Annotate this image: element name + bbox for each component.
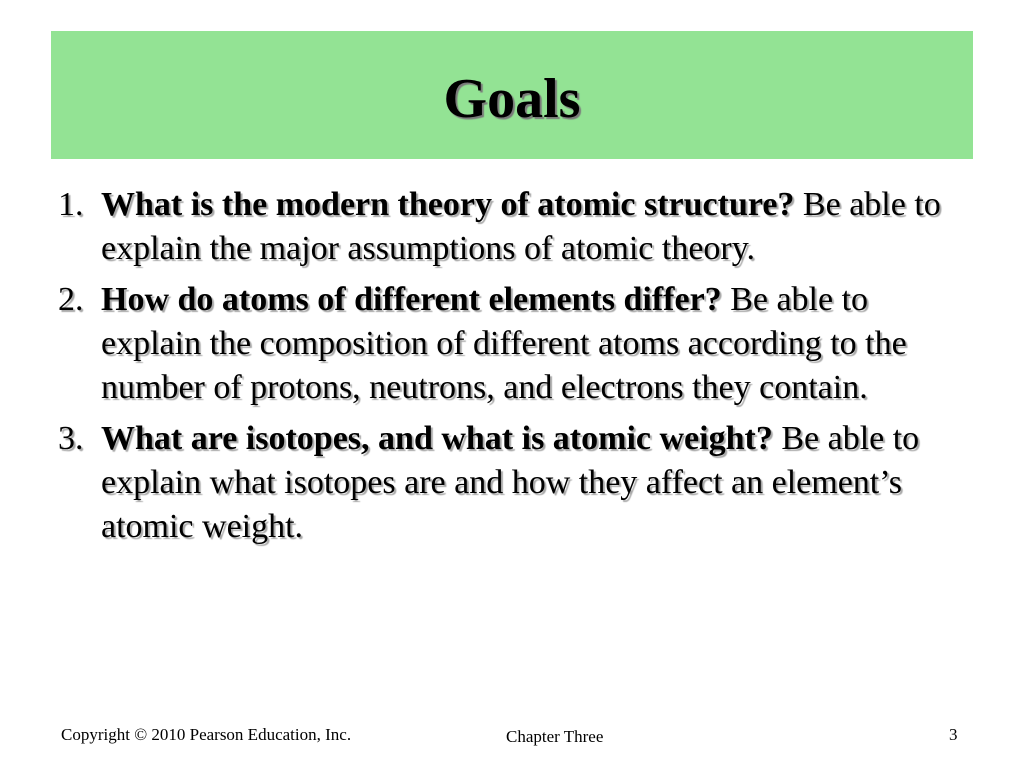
goal-number: 3. (58, 420, 84, 457)
page-number: 3 (949, 725, 958, 744)
goal-question: How do atoms of different elements differ? (101, 281, 722, 318)
goal-detail: Be able to explain the composition of different atoms according to the number of protons, neutrons, and electrons they contain. (101, 281, 907, 406)
footer-copyright: Copyright © 2010 Pearson Education, Inc. (61, 725, 352, 744)
title-band (51, 31, 973, 159)
goal-detail: Be able to explain the major assumptions of atomic theory. (101, 186, 941, 267)
goal-number: 2. (58, 281, 84, 318)
goal-number: 1. (58, 186, 84, 223)
footer-chapter: Chapter Three (506, 727, 604, 746)
goals-list (58, 183, 973, 556)
goal-question: What are isotopes, and what is atomic weight? (101, 420, 773, 457)
goal-item-3 (58, 417, 973, 549)
goal-detail: Be able to explain what isotopes are and how they affect an element’s atomic weight. (101, 420, 920, 545)
goal-item-2 (58, 278, 973, 410)
goal-item-1 (58, 183, 973, 271)
slide-title: Goals (443, 68, 581, 130)
goal-question: What is the modern theory of atomic structure? (101, 186, 795, 223)
